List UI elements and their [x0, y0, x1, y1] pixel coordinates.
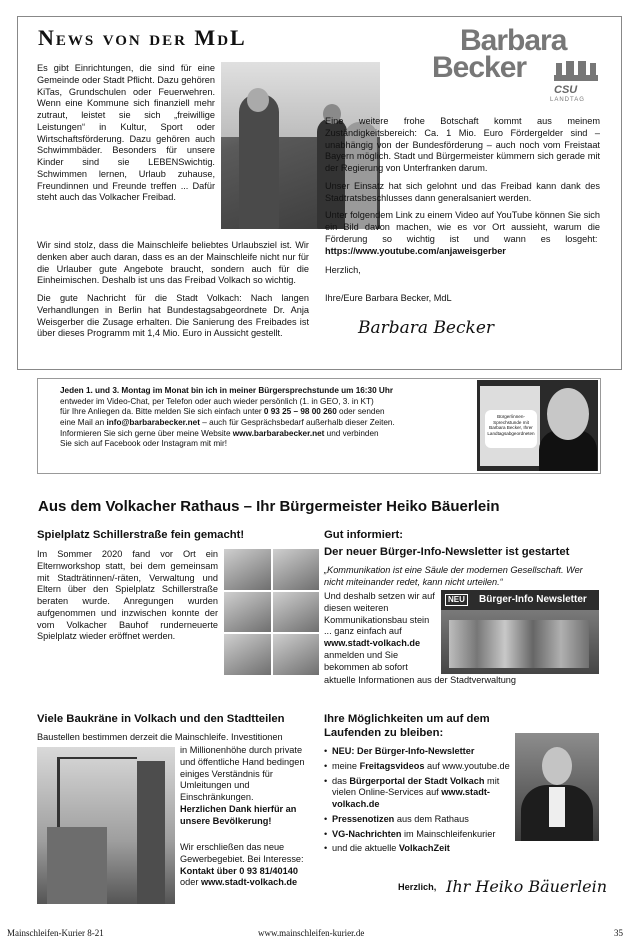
spielplatz-title: Spielplatz Schillerstraße fein gemacht!: [37, 529, 245, 541]
page-title: News von der MdL: [38, 25, 247, 50]
paragraph: [325, 210, 600, 257]
bau-thanks: Herzlichen Dank hierfür an unsere Bevölkerung!: [180, 803, 297, 826]
info-title-2: Der neuer Bürger-Info-Newsletter ist gestartet: [324, 546, 570, 558]
article-col2: [325, 116, 600, 311]
footer-issue: Mainschleifen-Kurier 8-21: [7, 928, 104, 938]
box-line: entweder im Video-Chat, per Telefon oder auch wieder persönlich (1. in GEO, 3. in KT): [60, 396, 374, 406]
sprechstunde-bubble: Bürger/innen-Sprechstunde mit Barbara Becker, Ihrer Landtagsabgeordneten: [485, 410, 537, 448]
bau-title: Viele Baukräne in Volkach und den Stadtteilen: [37, 713, 285, 725]
newsletter-neu-badge: NEU: [445, 594, 468, 606]
moeglichkeiten-list: [324, 746, 510, 858]
info-text: Und deshalb setzen wir auf diesen weiteren Kommunikationsbau stein ... ganz einfach auf www.stadt-volkach.de anmelden und Sie bekommen ab sofort: [324, 591, 435, 672]
list-item: • VG-Nachrichten im Mainschleifenkurier: [324, 829, 510, 841]
barbara-becker-logo: [432, 24, 612, 107]
paragraph: Es gibt Einrichtungen, die sind für eine Gemeinde oder Stadt Pflicht. Dazu gehören KiTas, Grundschulen oder Feuerwehren. Wenn eine Kommune sich finanziell mehr zutraut, leistet sie sich „freiwillige Leistungen“ in Kultur, Sport oder Wirtschaftsförderung. Dazu gehören auch Schwimmbäder. Besonders für unsere Kinder sind sie LEBENSwichtig. Schwimmen lernen, Urlaub zuhause, Freundinnen und Freunde treffen ... Dafür steht auch das Volkacher Freibad.: [37, 63, 215, 203]
bau-contact[interactable]: Kontakt über 0 93 81/40140: [180, 865, 298, 876]
box-line: Informieren Sie sich gerne über meine Website www.barbarabecker.net und verbinden: [60, 428, 379, 438]
sprechstunde-image: [477, 380, 598, 471]
rathaus-title: Aus dem Volkacher Rathaus – Ihr Bürgermeister Heiko Bäuerlein: [38, 498, 500, 515]
paragraph: Unser Einsatz hat sich gelohnt und das Freibad kann dank des Stadtratsbeschlusses dann generalsaniert werden.: [325, 180, 600, 203]
bau-website-link[interactable]: www.stadt-volkach.de: [200, 877, 298, 888]
greeting-2: Herzlich,: [398, 882, 437, 892]
paragraph: Wir sind stolz, dass die Mainschleife beliebtes Urlaubsziel ist. Wir denken aber auch daran, dass es an der Mainschleife nicht nur für die Urlauber gute Angebote braucht, sondern auch für die Einheimischen. Deshalb ist uns das Freibad Volkach so wichtig.: [37, 240, 309, 286]
sprechstunde-text: [60, 386, 480, 450]
closing: Ihre/Eure Barbara Becker, MdL: [325, 293, 452, 304]
box-line: eine Mail an info@barbarabecker.net – auch für Gesprächsbedarf außerhalb dieser Zeiten.: [60, 417, 395, 427]
signature-barbara-becker: Barbara Becker: [358, 318, 494, 338]
paragraph: Die gute Nachricht für die Stadt Volkach: Nach langen Verhandlungen in Berlin hat Bundestagsabgeordnete Dr. Anja Weisgerber die Zusage erhalten. Die Sanierung des Freibades ist über dieses Programm mit 1,4 Mio. Euro in Aussicht gestellt.: [37, 293, 309, 339]
stadt-volkach-link[interactable]: www.stadt-volkach.de: [324, 638, 421, 649]
list-item: • NEU: Der Bürger-Info-Newsletter: [324, 746, 510, 758]
logo-line1: Barbara: [460, 24, 567, 57]
article-col1-top: [37, 63, 215, 210]
newsletter-image: [441, 590, 599, 674]
logo-line2: Becker: [432, 51, 527, 84]
list-item: • das Bürgerportal der Stadt Volkach mit vielen Online-Services auf www.stadt-volkach.de: [324, 776, 510, 811]
newsletter-image-title: Bürger-Info Newsletter: [479, 594, 587, 605]
article-col1-bottom: [37, 240, 309, 346]
bau-contact-text: Wir erschließen das neue Gewerbegebiet. Bei Interesse: Kontakt über 0 93 81/40140 oder www.stadt-volkach.de: [180, 842, 304, 888]
info-quote: „Kommunikation ist eine Säule der modernen Gesellschaft. Wer nicht miteinander redet, kann nicht urteilen.“: [324, 565, 583, 587]
website-link[interactable]: www.barbarabecker.net: [232, 428, 325, 438]
csu-label: CSU: [554, 84, 578, 96]
greeting: Herzlich,: [325, 265, 361, 276]
page-number: 35: [614, 928, 623, 938]
info-title-1: Gut informiert:: [324, 529, 404, 541]
bau-intro: Baustellen bestimmen derzeit die Mainschleife. Investitionen: [37, 732, 283, 742]
phone-number[interactable]: 0 93 25 – 98 00 260: [263, 407, 337, 417]
list-item: • Pressenotizen aus dem Rathaus: [324, 814, 510, 826]
spielplatz-text: Im Sommer 2020 fand vor Ort ein Elternworkshop statt, bei dem gemeinsam mit Stadträtinnen/-räten, Verwaltung und Eltern über den Spielplatz Schillerstraße beraten wurde. Anregungen wurden aufgenommen und inzwischen konnte der vom Volkacher Bauhof runderneuerte Spielplatz wieder eröffnet werden.: [37, 549, 218, 642]
landtag-label: LANDTAG: [550, 97, 585, 103]
box-line: für Ihre Anliegen da. Bitte melden Sie sich einfach unter 0 93 25 – 98 00 260 oder senden: [60, 407, 385, 417]
sprechstunde-headline: Jeden 1. und 3. Montag im Monat bin ich in meiner Bürgersprechstunde um 16:30 Uhr: [60, 386, 394, 395]
signature-heiko-baeuerlein: Ihr Heiko Bäuerlein: [446, 877, 608, 896]
info-text-3: aktuelle Informationen aus der Stadtverwaltung: [324, 675, 517, 685]
buergermeister-photo: [515, 733, 599, 841]
paragraph: Eine weitere frohe Botschaft kommt aus meinem Zuständigkeitsbereich: Ca. 1 Mio. Euro Fördergelder sind – unabhängig von der Bundesförderung – auch noch vom Freistaat Bayern möglich. Stadt und Bürgermeister kümmern sich gerade mit der Regierung von Unterfranken darum.: [325, 116, 600, 174]
baukraene-photo: [37, 747, 175, 904]
list-item: • meine Freitagsvideos auf www.youtube.de: [324, 761, 510, 773]
email-link[interactable]: info@barbarabecker.net: [106, 417, 200, 427]
moeglichkeiten-title: Ihre Möglichkeiten um auf dem Laufenden zu bleiben:: [324, 713, 490, 740]
list-item: • und die aktuelle VolkachZeit: [324, 843, 510, 855]
video-link[interactable]: https://www.youtube.com/anjaweisgerber: [325, 245, 506, 256]
spielplatz-photos: [224, 549, 319, 675]
box-line: Sie sich auf Facebook oder Instagram mit mir!: [60, 439, 228, 449]
bau-text: in Millionenhöhe durch private und öffentliche Hand bedingen einiges Verständnis für Umleitungen und Einschränkungen. Herzlichen Dank hierfür an unsere Bevölkerung!: [180, 745, 305, 826]
video-text: Unter folgendem Link zu einem Video auf YouTube können Sie sich ein Bild davon machen, wie es vor Ort aussieht, warum die Förderung so wichtig ist und wann es losgeht:: [325, 210, 600, 244]
footer-website[interactable]: www.mainschleifen-kurier.de: [258, 928, 365, 938]
